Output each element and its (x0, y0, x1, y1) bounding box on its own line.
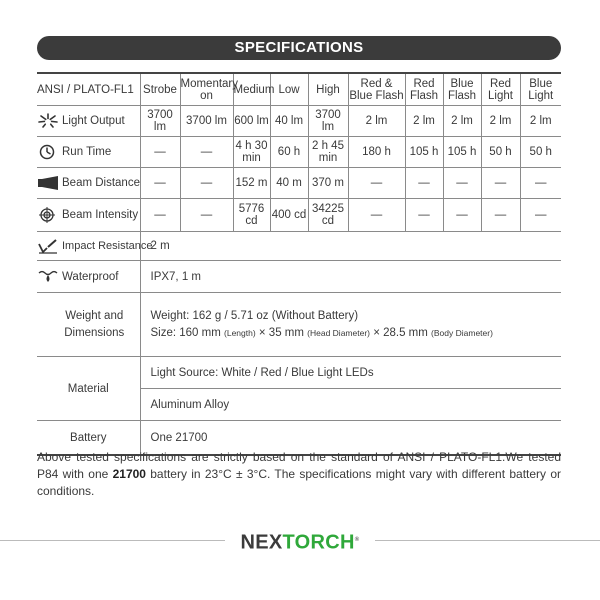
cell: — (520, 168, 561, 199)
header-standard: ANSI / PLATO-FL1 (37, 73, 140, 106)
logo-torch: TORCH (282, 531, 355, 554)
light-burst-icon (37, 113, 59, 129)
size-body: × 28.5 mm (373, 326, 428, 339)
header-high: High (308, 73, 348, 106)
run-time-label-cell (37, 137, 140, 168)
run-time-row (37, 137, 561, 168)
cell: 152 m (233, 168, 270, 199)
cell: — (481, 199, 520, 232)
cell: 60 h (270, 137, 308, 168)
beam-distance-label: Beam Distance (62, 177, 140, 189)
cell: 3700 lm (140, 106, 180, 137)
beam-distance-row (37, 168, 561, 199)
material-body: Aluminum Alloy (140, 389, 561, 421)
light-output-label-cell (37, 106, 140, 137)
header-strobe: Strobe (140, 73, 180, 106)
cell: 105 h (443, 137, 481, 168)
cell: 370 m (308, 168, 348, 199)
clock-icon (37, 144, 59, 160)
header-medium: Medium (233, 73, 270, 106)
beam-intensity-label-cell (37, 199, 140, 232)
logo-registered-mark: ® (354, 537, 360, 543)
run-time-label: Run Time (62, 146, 112, 158)
cell: 2 lm (443, 106, 481, 137)
weight-value-cell (140, 293, 561, 357)
battery-label: Battery (37, 421, 140, 456)
impact-value: 2 m (140, 232, 561, 261)
size-length: Size: 160 mm (150, 326, 221, 339)
cell: 40 m (270, 168, 308, 199)
waterproof-label-cell (37, 261, 140, 293)
waterproof-value: IPX7, 1 m (140, 261, 561, 293)
cell: — (405, 199, 443, 232)
cell: — (140, 199, 180, 232)
weight-row (37, 293, 561, 357)
cell: 400 cd (270, 199, 308, 232)
size-length-note: (Length) (224, 327, 256, 338)
header-momentary: Momentary on (180, 73, 233, 106)
weight-label: Weight and Dimensions (37, 293, 140, 357)
specifications-header: SPECIFICATIONS (37, 36, 561, 60)
spec-table (37, 72, 561, 456)
cell: 105 h (405, 137, 443, 168)
cell: — (180, 168, 233, 199)
cell: 5776 cd (233, 199, 270, 232)
cell: — (140, 137, 180, 168)
cell: 600 lm (233, 106, 270, 137)
header-red-light: Red Light (481, 73, 520, 106)
impact-row (37, 232, 561, 261)
cell: 40 lm (270, 106, 308, 137)
material-label: Material (37, 357, 140, 421)
cell: 4 h 30 min (233, 137, 270, 168)
cell: — (348, 168, 405, 199)
cell: — (180, 199, 233, 232)
cell: 2 lm (520, 106, 561, 137)
cell: — (140, 168, 180, 199)
size-head-note: (Head Diameter) (307, 327, 370, 338)
cell: — (443, 168, 481, 199)
note-part2: battery in 23°C ± 3°C. The specifications might vary with different battery or conditions. (37, 467, 561, 498)
waterproof-label: Waterproof (62, 270, 119, 283)
impact-icon (37, 238, 59, 254)
light-output-row (37, 106, 561, 137)
target-icon (37, 207, 59, 223)
note-part1: Above tested specifications are strictly based on the standard of ANSI / PLATO-FL1.We tested P84 with one (37, 450, 561, 481)
material-light-source: Light Source: White / Red / Blue Light LEDs (140, 357, 561, 389)
header-red-blue-flash: Red & Blue Flash (348, 73, 405, 106)
cell: 50 h (481, 137, 520, 168)
beam-intensity-row (37, 199, 561, 232)
cell: 3700 lm (180, 106, 233, 137)
cell: 34225 cd (308, 199, 348, 232)
cell: 2 lm (405, 106, 443, 137)
header-low: Low (270, 73, 308, 106)
cell: 2 lm (481, 106, 520, 137)
impact-label: Impact Resistance (62, 240, 153, 252)
header-blue-light: Blue Light (520, 73, 561, 106)
waterproof-row (37, 261, 561, 293)
cell: 2 lm (348, 106, 405, 137)
size-head: × 35 mm (258, 326, 304, 339)
cell: — (405, 168, 443, 199)
cell: — (180, 137, 233, 168)
weight-line: Weight: 162 g / 5.71 oz (Without Battery) (150, 309, 359, 322)
cell: — (348, 199, 405, 232)
cell: 2 h 45 min (308, 137, 348, 168)
cell: — (520, 199, 561, 232)
note-battery: 21700 (112, 467, 146, 481)
beam-icon (37, 175, 59, 191)
beam-intensity-label: Beam Intensity (62, 209, 139, 221)
cell: — (481, 168, 520, 199)
size-line (151, 325, 562, 342)
header-red-flash: Red Flash (405, 73, 443, 106)
cell: 50 h (520, 137, 561, 168)
cell: 180 h (348, 137, 405, 168)
battery-value: One 21700 (140, 421, 561, 456)
water-icon (37, 269, 59, 285)
disclaimer-note (37, 449, 561, 500)
cell: 3700 lm (308, 106, 348, 137)
beam-distance-label-cell (37, 168, 140, 199)
header-blue-flash: Blue Flash (443, 73, 481, 106)
logo-nex: NEX (240, 531, 283, 554)
size-body-note: (Body Diameter) (431, 327, 493, 338)
impact-label-cell (37, 232, 153, 261)
material-row-1 (37, 357, 561, 389)
header-row (37, 73, 561, 106)
light-output-label: Light Output (62, 115, 125, 127)
cell: — (443, 199, 481, 232)
nextorch-logo (225, 526, 375, 554)
